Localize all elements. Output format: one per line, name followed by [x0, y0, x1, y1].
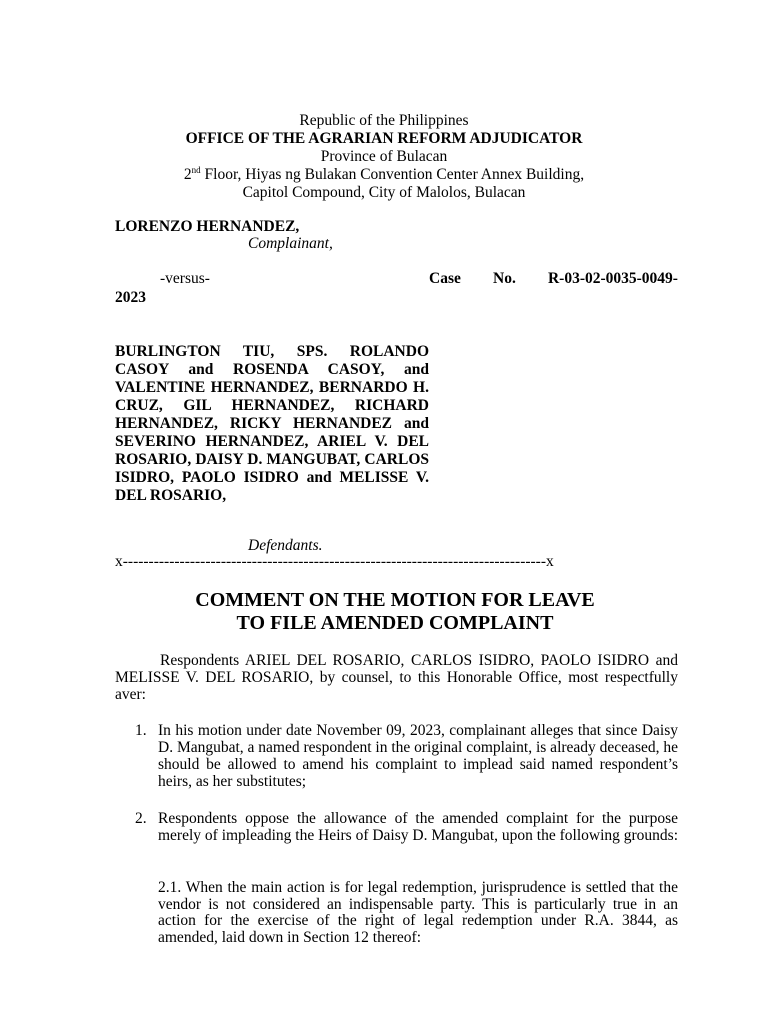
- versus-row: [115, 270, 678, 290]
- address-line-1: [0, 166, 768, 184]
- complainant-name: LORENZO HERNANDEZ,: [115, 218, 300, 235]
- numbered-item-2: [135, 810, 678, 844]
- floor-ordinal: nd: [191, 164, 201, 175]
- republic-line: Republic of the Philippines: [299, 112, 469, 129]
- floor-rest: Floor, Hiyas ng Bulakan Convention Center Annex Building,: [200, 166, 585, 183]
- item-1-number: 1.: [135, 722, 147, 739]
- title-line-1: COMMENT ON THE MOTION FOR LEAVE: [195, 589, 595, 611]
- versus-label: -versus-: [160, 270, 210, 287]
- case-number-line: [429, 270, 678, 287]
- item-2-number: 2.: [135, 810, 147, 827]
- defendants-names: BURLINGTON TIU, SPS. ROLANDO CASOY and ROSENDA CASOY, and VALENTINE HERNANDEZ, BERNARDO H. CRUZ, GIL HERNANDEZ, RICHARD HERNANDEZ, RICKY HERNANDEZ and SEVERINO HERNANDEZ, ARIEL V. DEL ROSARIO, DAISY D. MANGUBAT, CARLOS ISIDRO, PAOLO ISIDRO and MELISSE V. DEL ROSARIO,: [115, 343, 429, 504]
- case-number: R-03-02-0035-0049-: [547, 270, 678, 287]
- item-2-text: Respondents oppose the allowance of the amended complaint for the purpose merely of impleading the Heirs of Daisy D. Mangubat, upon the following grounds:: [158, 810, 679, 844]
- case-number-continuation: 2023: [115, 289, 146, 306]
- complainant-role: Complainant,: [248, 235, 333, 252]
- office-name: OFFICE OF THE AGRARIAN REFORM ADJUDICATOR: [185, 130, 583, 147]
- defendants-role: Defendants.: [248, 537, 323, 554]
- address-line-2: Capitol Compound, City of Malolos, Bulacan: [242, 184, 526, 201]
- numbered-item-1: [135, 722, 678, 790]
- sub-item-2-1: 2.1. When the main action is for legal redemption, jurisprudence is settled that the vendor is not considered an indispensable party. This is particularly true in an action for the exercise of the right of legal redemption under R.A. 3844, as amended, laid down in Section 12 thereof:: [158, 879, 678, 946]
- case-no-word: No.: [493, 270, 516, 287]
- title-line-2: TO FILE AMENDED COMPLAINT: [236, 612, 554, 634]
- floor-number: 2: [183, 166, 192, 183]
- document-title: [0, 589, 768, 635]
- intro-paragraph: Respondents ARIEL DEL ROSARIO, CARLOS ISIDRO, PAOLO ISIDRO and MELISSE V. DEL ROSARIO, by counsel, to this Honorable Office, most respectfully aver:: [115, 652, 678, 703]
- item-1-text: In his motion under date November 09, 2023, complainant alleges that since Daisy D. Mangubat, a named respondent in the original complaint, is already deceased, he should be allowed to amend his complaint to implead said named respondent’s heirs, as her substitutes;: [158, 722, 678, 790]
- province-line: Province of Bulacan: [320, 148, 448, 165]
- caption-divider: x----------------------------------------------------------------------------------x: [115, 553, 554, 570]
- case-word: Case: [429, 270, 461, 287]
- complainant-block: [115, 218, 675, 252]
- document-header: [0, 112, 768, 202]
